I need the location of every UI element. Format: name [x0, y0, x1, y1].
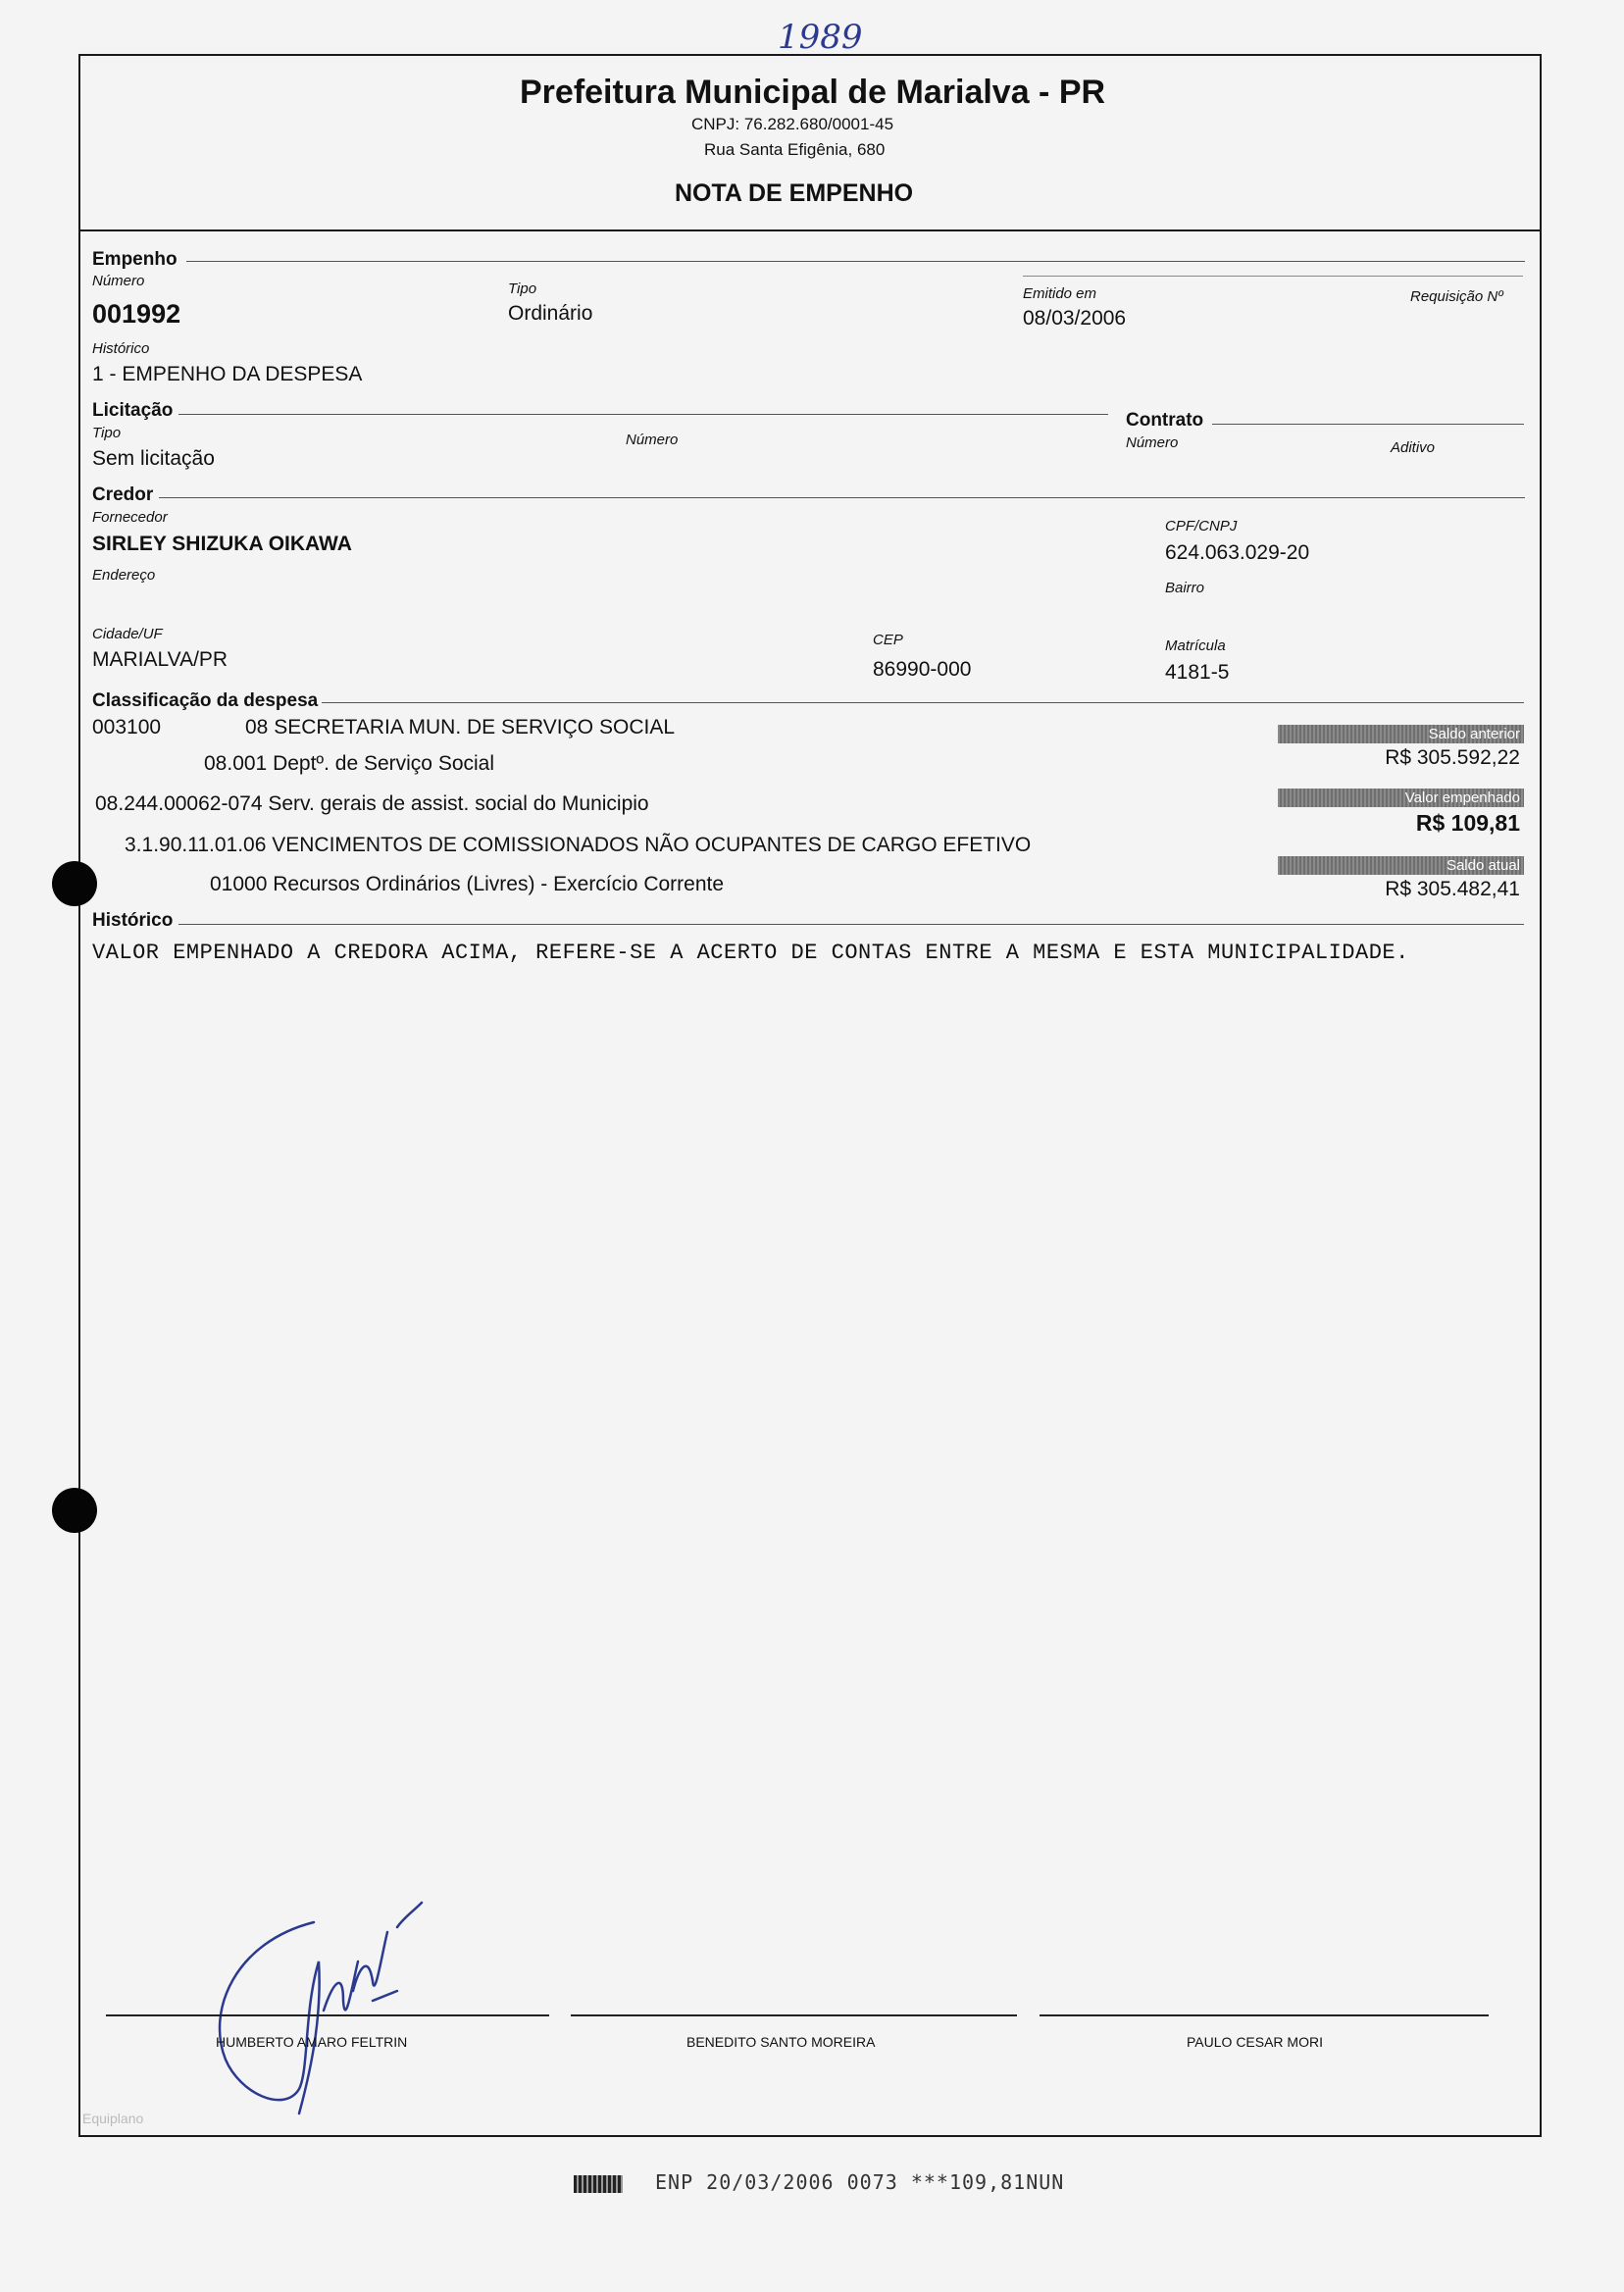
- bairro-label: Bairro: [1165, 580, 1205, 596]
- punch-hole: [52, 1488, 97, 1533]
- empenho-historico: 1 - EMPENHO DA DESPESA: [92, 363, 363, 385]
- class-l3: 08.244.00062-074 Serv. gerais de assist. social do Municipio: [95, 792, 649, 815]
- section-rule: [178, 924, 1524, 925]
- cidade-value: MARIALVA/PR: [92, 648, 228, 671]
- saldo-anterior-label: Saldo anterior: [1278, 725, 1524, 743]
- brand-footer: Equiplano: [82, 2111, 144, 2126]
- empenho-historico-label: Histórico: [92, 340, 150, 357]
- requisicao-label: Requisição Nº: [1410, 288, 1503, 305]
- signatory-3: PAULO CESAR MORI: [1187, 2034, 1323, 2050]
- stamp-mark: [574, 2175, 623, 2193]
- valor-empenhado-value: R$ 109,81: [1415, 810, 1520, 836]
- header-divider: [78, 229, 1540, 231]
- section-historico: Histórico: [92, 910, 174, 931]
- class-l1: 08 SECRETARIA MUN. DE SERVIÇO SOCIAL: [245, 716, 676, 739]
- cidade-label: Cidade/UF: [92, 626, 163, 642]
- emitido-rule: [1023, 276, 1523, 277]
- cpf-value: 624.063.029-20: [1165, 541, 1310, 564]
- signature-line: [1040, 2014, 1489, 2016]
- saldo-atual-label: Saldo atual: [1278, 856, 1524, 875]
- endereco-label: Endereço: [92, 567, 156, 584]
- section-classificacao: Classificação da despesa: [92, 690, 319, 711]
- historico-text: VALOR EMPENHADO A CREDORA ACIMA, REFERE-SE A ACERTO DE CONTAS ENTRE A MESMA E ESTA MUNICIPALIDADE.: [92, 941, 1409, 965]
- saldo-anterior-value: R$ 305.592,22: [1385, 746, 1520, 769]
- empenho-numero: 001992: [92, 299, 181, 329]
- section-rule: [186, 261, 1525, 262]
- emitido-label: Emitido em: [1023, 285, 1097, 302]
- section-empenho: Empenho: [92, 249, 178, 270]
- section-rule: [322, 702, 1524, 703]
- signatory-1: HUMBERTO AMARO FELTRIN: [216, 2034, 408, 2050]
- fornecedor-label: Fornecedor: [92, 509, 168, 526]
- handwritten-number: 1989: [778, 18, 863, 57]
- fornecedor-value: SIRLEY SHIZUKA OIKAWA: [92, 533, 352, 555]
- valor-empenhado-label: Valor empenhado: [1278, 789, 1524, 807]
- section-rule: [178, 414, 1108, 415]
- doc-title: NOTA DE EMPENHO: [675, 179, 914, 207]
- signatory-2: BENEDITO SANTO MOREIRA: [686, 2034, 876, 2050]
- punch-hole: [52, 861, 97, 906]
- org-title: Prefeitura Municipal de Marialva - PR: [520, 74, 1106, 111]
- matricula-label: Matrícula: [1165, 637, 1226, 654]
- section-credor: Credor: [92, 484, 154, 505]
- section-contrato: Contrato: [1126, 410, 1204, 431]
- licitacao-numero-label: Número: [626, 432, 679, 448]
- empenho-tipo-label: Tipo: [508, 280, 537, 297]
- contrato-aditivo-label: Aditivo: [1391, 439, 1436, 456]
- class-l5: 01000 Recursos Ordinários (Livres) - Exercício Corrente: [210, 873, 725, 895]
- payment-stamp: ENP 20/03/2006 0073 ***109,81NUN: [655, 2170, 1065, 2194]
- empenho-numero-label: Número: [92, 273, 145, 289]
- section-rule: [159, 497, 1525, 498]
- matricula-value: 4181-5: [1165, 661, 1230, 684]
- emitido-value: 08/03/2006: [1023, 307, 1127, 330]
- empenho-tipo: Ordinário: [508, 302, 593, 325]
- contrato-numero-label: Número: [1126, 434, 1179, 451]
- org-address: Rua Santa Efigênia, 680: [704, 140, 886, 159]
- class-code: 003100: [92, 716, 162, 739]
- saldo-atual-value: R$ 305.482,41: [1385, 878, 1520, 900]
- class-l2: 08.001 Deptº. de Serviço Social: [204, 752, 495, 775]
- cep-label: CEP: [873, 632, 903, 648]
- cep-value: 86990-000: [873, 658, 972, 681]
- section-rule: [1212, 424, 1524, 425]
- signature-scribble: [196, 1893, 431, 2118]
- class-l4: 3.1.90.11.01.06 VENCIMENTOS DE COMISSIONADOS NÃO OCUPANTES DE CARGO EFETIVO: [125, 834, 1032, 856]
- signature-line: [106, 2014, 549, 2016]
- signature-line: [571, 2014, 1017, 2016]
- org-cnpj: CNPJ: 76.282.680/0001-45: [691, 115, 894, 133]
- section-licitacao: Licitação: [92, 400, 174, 421]
- cpf-label: CPF/CNPJ: [1165, 518, 1238, 535]
- licitacao-tipo: Sem licitação: [92, 447, 215, 470]
- licitacao-tipo-label: Tipo: [92, 425, 122, 441]
